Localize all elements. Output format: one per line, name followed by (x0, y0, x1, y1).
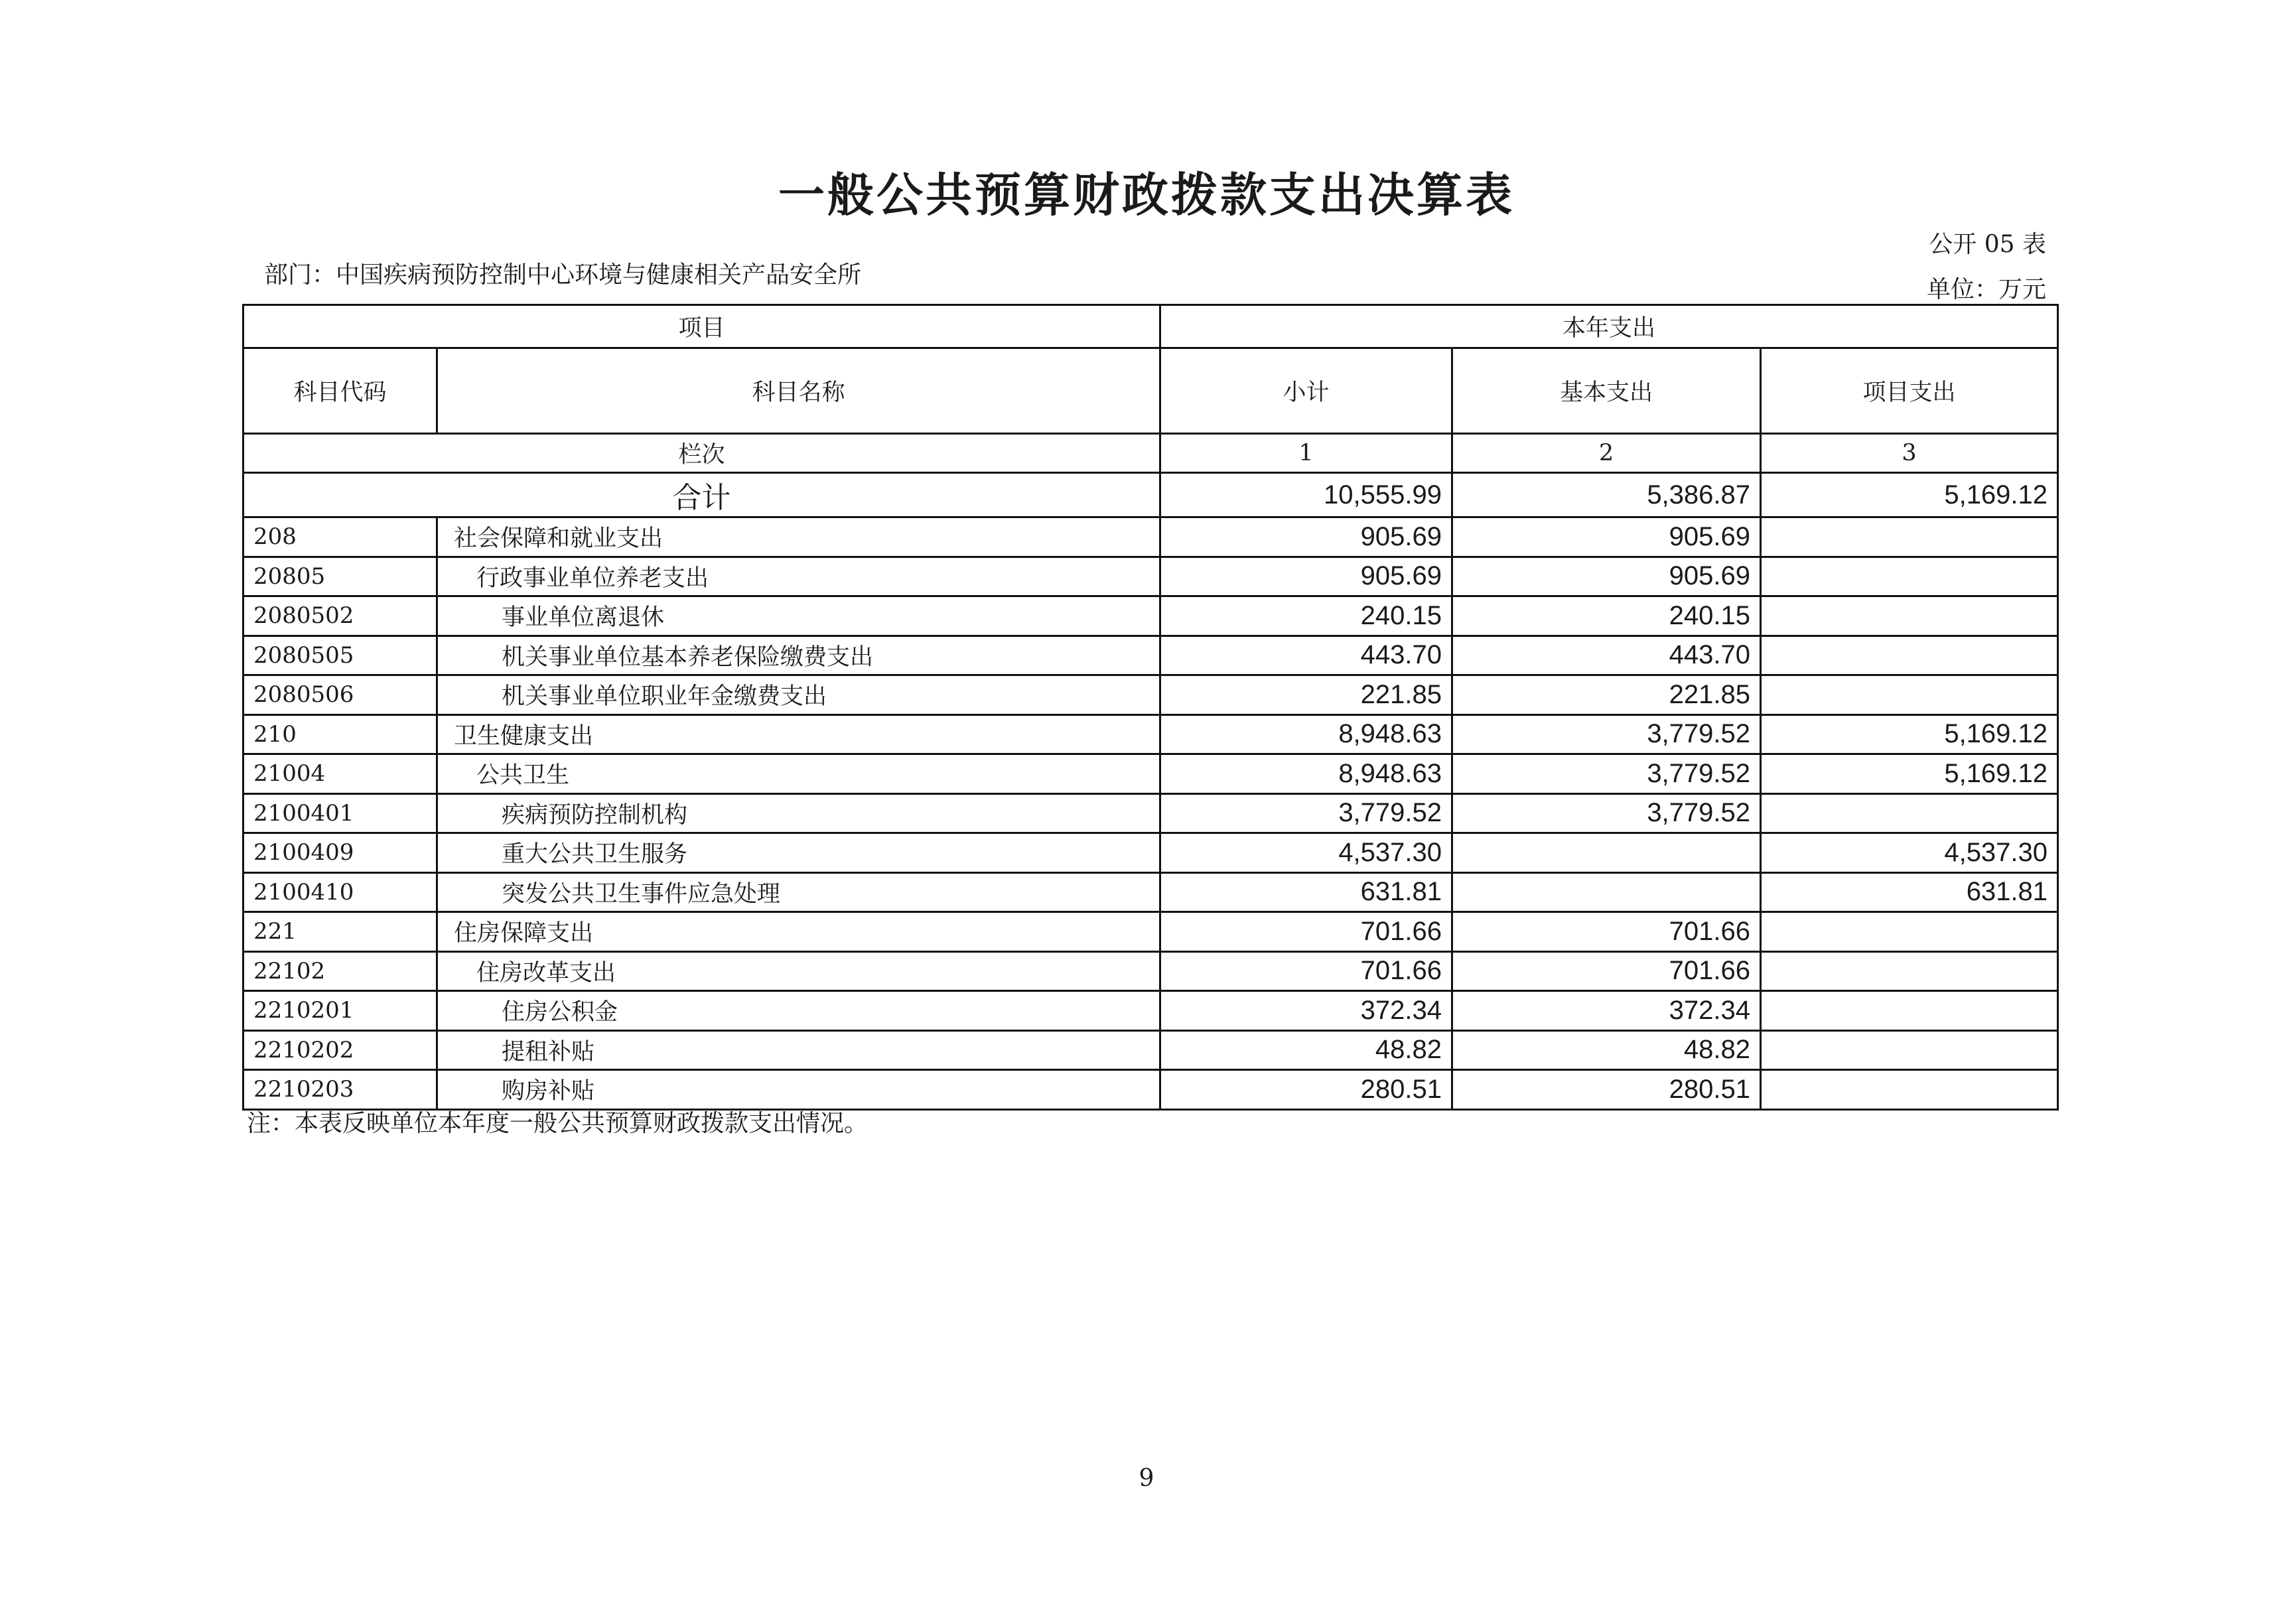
row-project (1761, 675, 2058, 715)
row-subtotal: 4,537.30 (1160, 833, 1452, 873)
row-code: 21004 (243, 754, 437, 794)
row-basic: 372.34 (1452, 991, 1761, 1031)
header-name: 科目名称 (437, 348, 1160, 434)
row-name: 重大公共卫生服务 (437, 833, 1160, 873)
table-row (243, 517, 2058, 557)
row-name: 公共卫生 (437, 754, 1160, 794)
table-row (243, 557, 2058, 596)
row-project (1761, 1070, 2058, 1110)
page-number: 9 (1139, 1465, 1154, 1492)
row-name: 住房改革支出 (437, 951, 1160, 991)
row-subtotal: 372.34 (1160, 991, 1452, 1031)
row-subtotal: 443.70 (1160, 636, 1452, 675)
row-name: 事业单位离退休 (437, 596, 1160, 636)
row-subtotal: 631.81 (1160, 872, 1452, 912)
row-subtotal: 905.69 (1160, 557, 1452, 596)
row-subtotal: 221.85 (1160, 675, 1452, 715)
row-code: 2100410 (243, 872, 437, 912)
total-project: 5,169.12 (1761, 473, 2058, 517)
row-project (1761, 951, 2058, 991)
total-label: 合计 (243, 473, 1160, 517)
row-subtotal: 905.69 (1160, 517, 1452, 557)
row-subtotal: 240.15 (1160, 596, 1452, 636)
department-label: 部门：中国疾病预防控制中心环境与健康相关产品安全所 (264, 261, 862, 289)
row-code: 2100409 (243, 833, 437, 873)
row-code: 208 (243, 517, 437, 557)
table-body (243, 517, 2058, 1110)
row-basic: 443.70 (1452, 636, 1761, 675)
form-number: 公开 05 表 (1929, 231, 2046, 258)
row-subtotal: 8,948.63 (1160, 714, 1452, 754)
table-row (243, 793, 2058, 833)
row-basic: 701.66 (1452, 912, 1761, 952)
row-basic: 48.82 (1452, 1030, 1761, 1070)
row-subtotal: 701.66 (1160, 951, 1452, 991)
row-name: 卫生健康支出 (437, 714, 1160, 754)
row-basic: 701.66 (1452, 951, 1761, 991)
table-row (243, 833, 2058, 873)
row-basic: 905.69 (1452, 517, 1761, 557)
table-row (243, 596, 2058, 636)
table-row (243, 754, 2058, 794)
header-project-expenditure: 项目支出 (1761, 348, 2058, 434)
row-basic: 905.69 (1452, 557, 1761, 596)
total-basic: 5,386.87 (1452, 473, 1761, 517)
row-name: 购房补贴 (437, 1070, 1160, 1110)
row-project (1761, 912, 2058, 952)
header-col1: 1 (1160, 434, 1452, 473)
row-project (1761, 557, 2058, 596)
row-basic: 3,779.52 (1452, 793, 1761, 833)
row-project: 5,169.12 (1761, 754, 2058, 794)
header-code: 科目代码 (243, 348, 437, 434)
row-basic: 3,779.52 (1452, 754, 1761, 794)
row-name: 突发公共卫生事件应急处理 (437, 872, 1160, 912)
header-basic: 基本支出 (1452, 348, 1761, 434)
table-row (243, 991, 2058, 1031)
row-code: 2080506 (243, 675, 437, 715)
row-code: 2210201 (243, 991, 437, 1031)
row-basic (1452, 833, 1761, 873)
unit-label: 单位：万元 (1926, 276, 2046, 303)
row-code: 2100401 (243, 793, 437, 833)
row-name: 住房保障支出 (437, 912, 1160, 952)
table-row (243, 872, 2058, 912)
row-name: 提租补贴 (437, 1030, 1160, 1070)
row-name: 机关事业单位职业年金缴费支出 (437, 675, 1160, 715)
total-subtotal: 10,555.99 (1160, 473, 1452, 517)
row-basic: 280.51 (1452, 1070, 1761, 1110)
table-row (243, 636, 2058, 675)
row-project (1761, 793, 2058, 833)
row-basic: 240.15 (1452, 596, 1761, 636)
table-note: 注：本表反映单位本年度一般公共预算财政拨款支出情况。 (247, 1110, 869, 1137)
row-project: 4,537.30 (1761, 833, 2058, 873)
header-lanci: 栏次 (243, 434, 1160, 473)
page-title: 一般公共预算财政拨款支出决算表 (778, 167, 1515, 222)
row-name: 行政事业单位养老支出 (437, 557, 1160, 596)
row-subtotal: 48.82 (1160, 1030, 1452, 1070)
expenditure-table (242, 304, 2059, 1111)
row-basic: 221.85 (1452, 675, 1761, 715)
row-project: 5,169.12 (1761, 714, 2058, 754)
row-code: 2080502 (243, 596, 437, 636)
row-project (1761, 517, 2058, 557)
table-row (243, 1070, 2058, 1110)
row-subtotal: 3,779.52 (1160, 793, 1452, 833)
row-name: 疾病预防控制机构 (437, 793, 1160, 833)
row-code: 2210202 (243, 1030, 437, 1070)
row-subtotal: 8,948.63 (1160, 754, 1452, 794)
row-basic: 3,779.52 (1452, 714, 1761, 754)
table-row (243, 951, 2058, 991)
header-project: 项目 (243, 305, 1160, 348)
row-code: 221 (243, 912, 437, 952)
row-subtotal: 701.66 (1160, 912, 1452, 952)
row-project (1761, 596, 2058, 636)
row-basic (1452, 872, 1761, 912)
row-name: 机关事业单位基本养老保险缴费支出 (437, 636, 1160, 675)
row-project (1761, 991, 2058, 1031)
header-col2: 2 (1452, 434, 1761, 473)
row-project (1761, 636, 2058, 675)
row-code: 2210203 (243, 1070, 437, 1110)
header-col3: 3 (1761, 434, 2058, 473)
row-code: 210 (243, 714, 437, 754)
row-code: 2080505 (243, 636, 437, 675)
row-project (1761, 1030, 2058, 1070)
table-row (243, 714, 2058, 754)
table-row (243, 912, 2058, 952)
row-subtotal: 280.51 (1160, 1070, 1452, 1110)
table-row (243, 1030, 2058, 1070)
header-current-year: 本年支出 (1160, 305, 2058, 348)
table-row (243, 675, 2058, 715)
row-code: 20805 (243, 557, 437, 596)
row-name: 社会保障和就业支出 (437, 517, 1160, 557)
row-project: 631.81 (1761, 872, 2058, 912)
row-code: 22102 (243, 951, 437, 991)
header-subtotal: 小计 (1160, 348, 1452, 434)
row-name: 住房公积金 (437, 991, 1160, 1031)
